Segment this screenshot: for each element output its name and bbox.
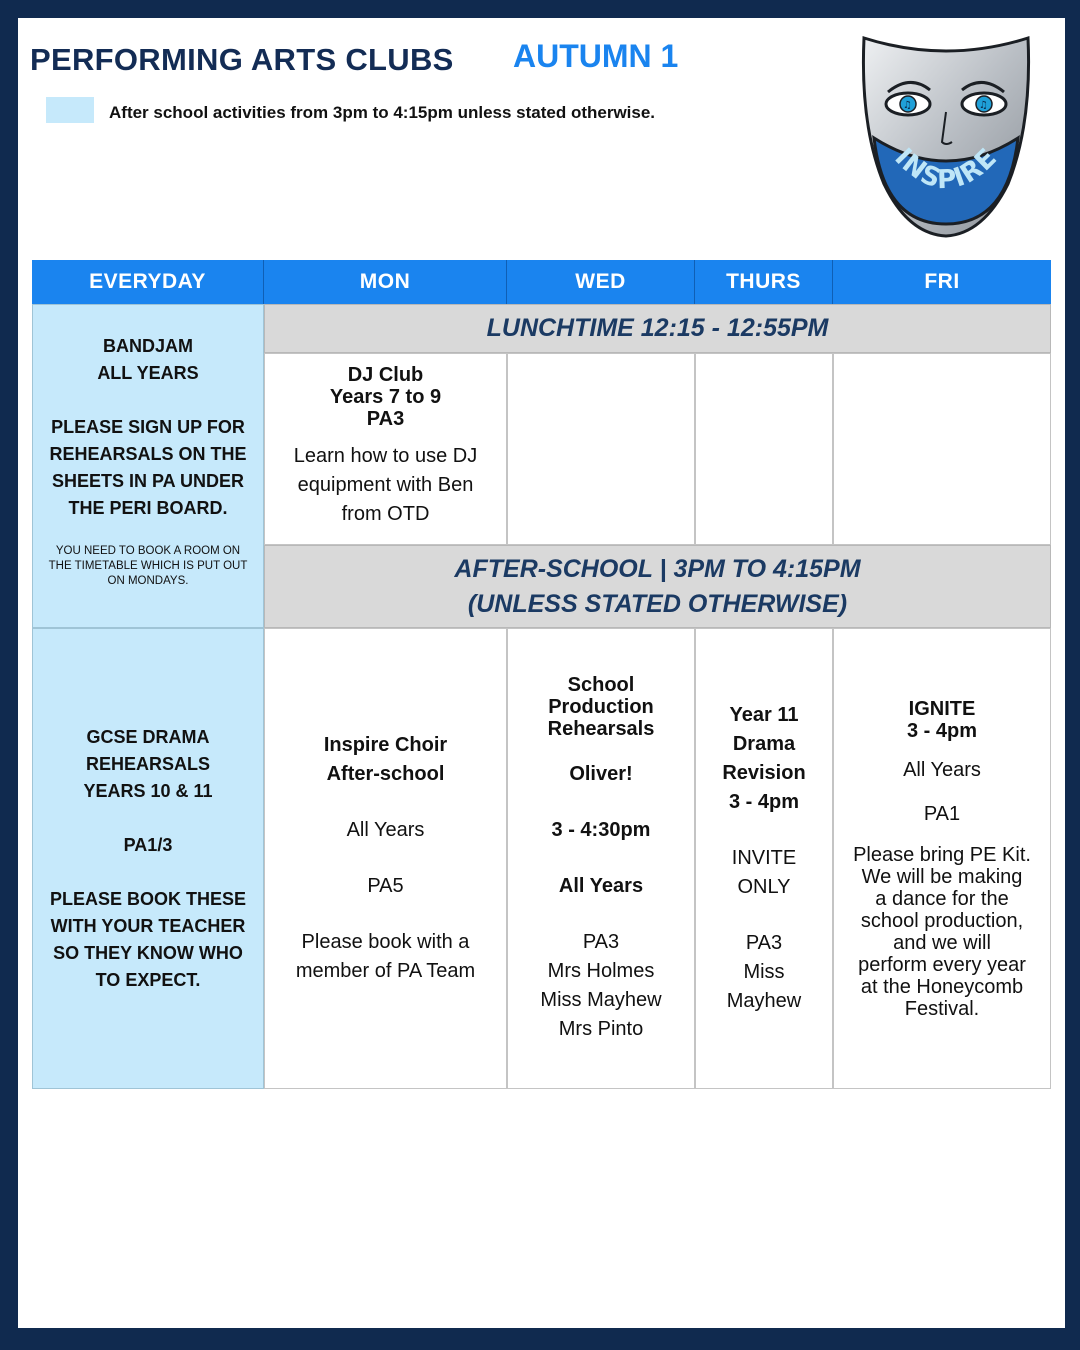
ignite-room: PA1 <box>923 802 961 825</box>
svg-text:♫: ♫ <box>903 100 912 111</box>
after-mon-cell <box>264 628 507 1089</box>
gcse-instruction-line: TO EXPECT. <box>95 969 201 990</box>
ignite-note-line: at the Honeycomb <box>860 975 1024 998</box>
gcse-instruction-line: WITH YOUR TEACHER <box>50 915 246 936</box>
ignite-note-line: school production, <box>860 909 1024 932</box>
dj-club-desc-line: Learn how to use DJ <box>293 445 478 467</box>
ignite-note-line: Festival. <box>904 997 980 1020</box>
lunch-thurs-cell <box>695 353 833 545</box>
bandjam-footnote-line: ON MONDAYS. <box>107 575 189 587</box>
dj-club-title: DJ Club <box>347 364 424 386</box>
choir-room: PA5 <box>367 875 404 897</box>
bandjam-footnote-line: YOU NEED TO BOOK A ROOM ON <box>55 545 241 557</box>
ignite-note-line: and we will <box>893 931 991 954</box>
gcse-line: GCSE DRAMA <box>86 726 210 747</box>
revision-invite: ONLY <box>737 876 791 898</box>
revision-title: Drama <box>732 733 796 755</box>
gcse-instruction-line: PLEASE BOOK THESE <box>49 888 247 909</box>
choir-subtitle: After-school <box>326 763 445 785</box>
gcse-line: YEARS 10 & 11 <box>83 780 213 801</box>
after-fri-cell <box>833 628 1051 1089</box>
col-header-wed: WED <box>507 260 695 304</box>
gcse-room: PA1/3 <box>123 834 173 855</box>
ignite-years: All Years <box>903 758 981 781</box>
dj-club-desc-line: equipment with Ben <box>297 474 474 496</box>
revision-staff: Mayhew <box>726 990 802 1012</box>
production-staff: Mrs Holmes <box>547 959 655 982</box>
legend-swatch <box>46 97 94 123</box>
bandjam-years: ALL YEARS <box>97 363 199 383</box>
production-show: Oliver! <box>569 762 633 785</box>
choir-note-line: Please book with a <box>301 931 470 953</box>
col-header-fri: FRI <box>833 260 1051 304</box>
revision-time: 3 - 4pm <box>728 791 800 813</box>
svg-text:♫: ♫ <box>979 100 988 111</box>
ignite-note-line: a dance for the <box>875 887 1009 910</box>
afterschool-band-line: (UNLESS STATED OTHERWISE) <box>467 589 848 618</box>
ignite-note-line: Please bring PE Kit. <box>853 843 1031 866</box>
col-header-thurs: THURS <box>695 260 833 304</box>
production-title: Production <box>548 695 654 718</box>
legend-note: After school activities from 3pm to 4:15pm unless stated otherwise. <box>109 103 656 122</box>
gcse-line: REHEARSALS <box>85 753 210 774</box>
page-title: PERFORMING ARTS CLUBS <box>30 42 454 77</box>
choir-years: All Years <box>346 819 425 841</box>
revision-title: Year 11 <box>729 704 799 726</box>
revision-room: PA3 <box>745 932 783 954</box>
production-title: Rehearsals <box>547 717 655 740</box>
lunchtime-band: LUNCHTIME 12:15 - 12:55PM <box>264 304 1051 353</box>
ignite-note-line: perform every year <box>858 953 1026 976</box>
bandjam-instruction-line: PLEASE SIGN UP FOR <box>51 417 245 437</box>
production-room: PA3 <box>582 930 620 953</box>
after-thurs-cell <box>695 628 833 1089</box>
choir-note-line: member of PA Team <box>295 960 476 982</box>
production-staff: Miss Mayhew <box>540 988 662 1011</box>
production-title: School <box>567 673 635 696</box>
dj-club-desc-line: from OTD <box>341 503 430 525</box>
revision-title: Revision <box>722 762 806 784</box>
col-header-mon: MON <box>264 260 507 304</box>
production-staff: Mrs Pinto <box>558 1017 644 1040</box>
after-wed-cell <box>507 628 695 1089</box>
production-time: 3 - 4:30pm <box>551 818 651 841</box>
bandjam-instruction-line: SHEETS IN PA UNDER <box>51 471 245 491</box>
afterschool-band-line: AFTER-SCHOOL | 3PM TO 4:15PM <box>454 554 861 583</box>
lunch-fri-cell <box>833 353 1051 545</box>
bandjam-footnote-line: THE TIMETABLE WHICH IS PUT OUT <box>48 560 248 572</box>
dj-club-room: PA3 <box>366 408 405 430</box>
bandjam-instruction-line: REHEARSALS ON THE <box>49 444 247 464</box>
everyday-gcse-cell <box>32 628 264 1089</box>
dj-club-years: Years 7 to 9 <box>329 386 442 408</box>
inspire-mask-logo <box>858 34 1034 240</box>
choir-title: Inspire Choir <box>323 734 448 756</box>
ignite-time: 3 - 4pm <box>906 719 978 742</box>
gcse-instruction-line: SO THEY KNOW WHO <box>53 942 243 963</box>
bandjam-title: BANDJAM <box>103 336 193 356</box>
production-years: All Years <box>558 874 644 897</box>
revision-staff: Miss <box>743 961 785 983</box>
col-header-everyday: EVERYDAY <box>32 260 264 304</box>
term-label: AUTUMN 1 <box>513 38 679 74</box>
ignite-title: IGNITE <box>908 697 976 720</box>
ignite-note-line: We will be making <box>861 865 1023 888</box>
everyday-bandjam-cell <box>32 304 264 628</box>
lunch-wed-cell <box>507 353 695 545</box>
lunch-mon-cell <box>264 353 507 545</box>
afterschool-band <box>264 545 1051 628</box>
svg-text:INSPIRE: INSPIRE <box>888 142 1004 196</box>
bandjam-instruction-line: THE PERI BOARD. <box>68 498 228 518</box>
revision-invite: INVITE <box>731 847 797 869</box>
